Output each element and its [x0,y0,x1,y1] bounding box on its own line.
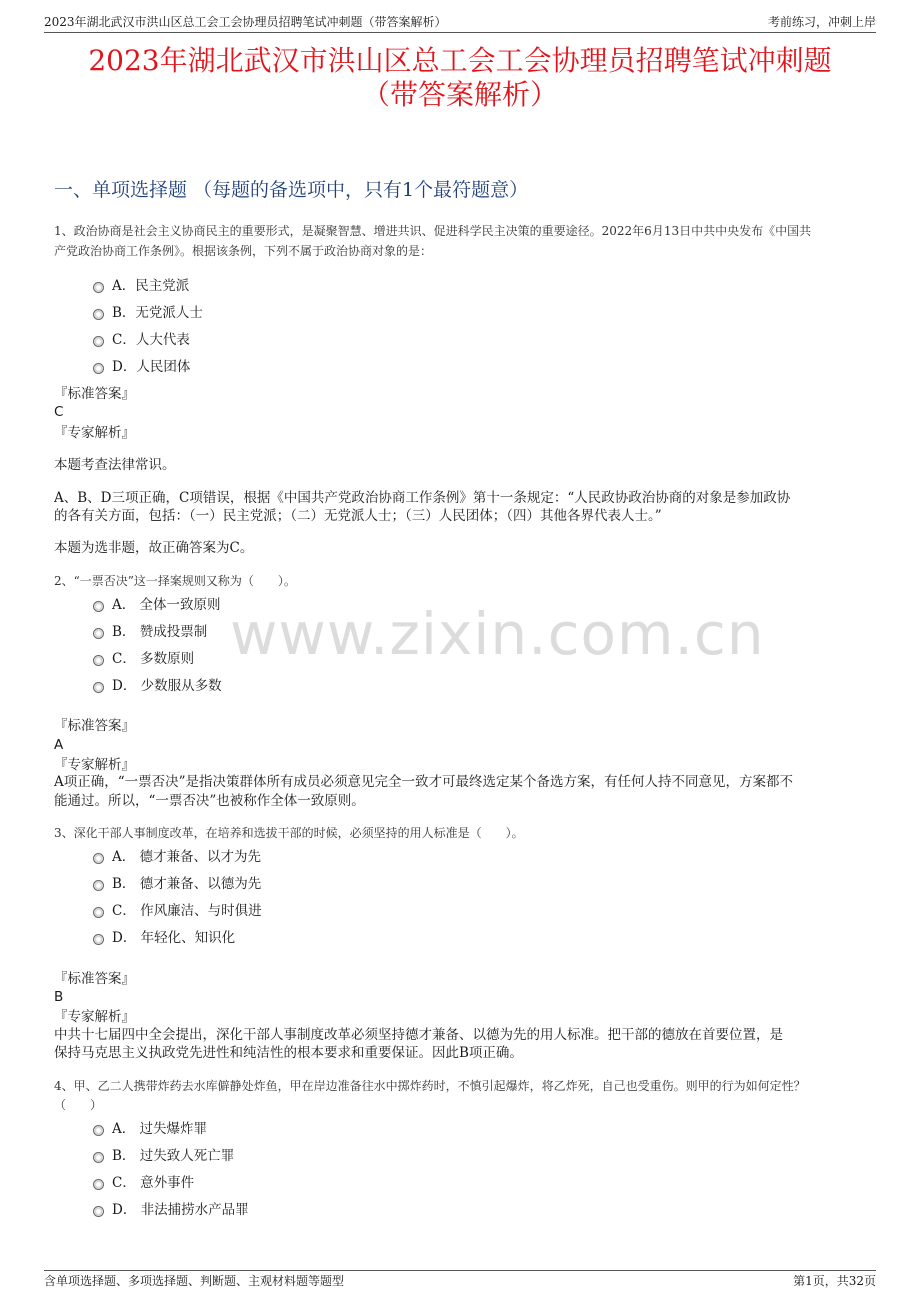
analysis-text: 本题为选非题，故正确答案为C。 [54,540,254,556]
option-a[interactable] [93,276,189,296]
radio-icon[interactable] [93,363,104,374]
radio-icon[interactable] [93,1125,104,1136]
page-number: 第1页，共32页 [793,1274,876,1288]
option-a[interactable] [93,595,221,615]
option-d[interactable] [93,357,190,377]
radio-icon[interactable] [93,880,104,891]
analysis-label: 『专家解析』 [54,425,135,441]
option-label: C． 意外事件 [112,1175,195,1191]
option-label: D． 非法捕捞水产品罪 [112,1202,249,1218]
analysis-text: 本题考查法律常识。 [54,457,176,473]
option-label: C．人大代表 [112,332,190,348]
question-stem-line: （ ） [54,1098,103,1112]
radio-icon[interactable] [93,853,104,864]
document-title-line-2: （带答案解析） [361,78,558,111]
radio-icon[interactable] [93,934,104,945]
option-label: C． 作风廉洁、与时俱进 [112,903,262,919]
option-label: A． 过失爆炸罪 [112,1121,208,1137]
option-label: C． 多数原则 [112,651,195,667]
running-footer [44,1270,876,1289]
option-label: B．无党派人士 [112,305,203,321]
option-c[interactable] [93,901,262,921]
question-stem-line: 1、政治协商是社会主义协商民主的重要形式，是凝聚智慧、增进共识、促进科学民主决策的重要途径。2022年6月13日中共中央发布《中国共 [54,224,812,238]
option-label: B． 赞成投票制 [112,624,208,640]
answer-value: B [54,989,64,1005]
option-b[interactable] [93,1146,234,1166]
analysis-text: 能通过。所以，“一票否决”也被称作全体一致原则。 [54,793,365,809]
option-label: A． 德才兼备、以才为先 [112,849,262,865]
watermark: www.zixin.com.cn [230,600,765,668]
radio-icon[interactable] [93,336,104,347]
radio-icon[interactable] [93,682,104,693]
analysis-label: 『专家解析』 [54,1009,135,1025]
option-d[interactable] [93,1200,249,1220]
analysis-text: 的各有关方面，包括：（一）民主党派；（二）无党派人士；（三）人民团体；（四）其他各界代表人士。” [54,508,662,524]
answer-value: A [54,737,64,753]
answer-label: 『标准答案』 [54,718,135,734]
question-stem-line: 2、“一票否决”这一择案规则又称为（ ）。 [54,574,296,588]
radio-icon[interactable] [93,907,104,918]
radio-icon[interactable] [93,1179,104,1190]
question-stem-line: 产党政治协商工作条例》。根据该条例，下列不属于政治协商对象的是： [54,244,433,258]
option-d[interactable] [93,928,235,948]
document-title-line-1: 2023年湖北武汉市洪山区总工会工会协理员招聘笔试冲刺题 [88,44,832,77]
analysis-text: 中共十七届四中全会提出，深化干部人事制度改革必须坚持德才兼备、以德为先的用人标准。把干部的德放在首要位置，是 [54,1027,783,1043]
option-label: B． 德才兼备、以德为先 [112,876,262,892]
running-header [44,12,876,33]
header-slogan: 考前练习，冲刺上岸 [767,15,876,29]
option-label: D． 年轻化、知识化 [112,930,236,946]
option-a[interactable] [93,1119,207,1139]
analysis-text: A、B、D三项正确，C项错误，根据《中国共产党政治协商工作条例》第十一条规定：“人民政协政治协商的对象是参加政协 [54,490,791,506]
radio-icon[interactable] [93,309,104,320]
radio-icon[interactable] [93,1152,104,1163]
option-label: A．民主党派 [112,278,190,294]
radio-icon[interactable] [93,655,104,666]
option-d[interactable] [93,676,222,696]
radio-icon[interactable] [93,1206,104,1217]
radio-icon[interactable] [93,601,104,612]
question-stem-line: 3、深化干部人事制度改革，在培养和选拔干部的时候，必须坚持的用人标准是（ ）。 [54,826,524,840]
analysis-label: 『专家解析』 [54,757,135,773]
option-b[interactable] [93,622,207,642]
option-c[interactable] [93,1173,194,1193]
analysis-text: A项正确，“一票否决”是指决策群体所有成员必须意见完全一致才可最终选定某个备选方案，有任何人持不同意见，方案都不 [54,774,794,790]
radio-icon[interactable] [93,628,104,639]
answer-label: 『标准答案』 [54,971,135,987]
section-heading: 一、单项选择题 （每题的备选项中，只有1个最符题意） [54,179,529,201]
answer-value: C [54,404,64,420]
header-document-title: 2023年湖北武汉市洪山区总工会工会协理员招聘笔试冲刺题（带答案解析） [44,15,447,29]
question-stem-line: 4、甲、乙二人携带炸药去水库僻静处炸鱼，甲在岸边准备往水中掷炸药时，不慎引起爆炸，将乙炸死，自己也受重伤。则甲的行为如何定性？ [54,1079,806,1093]
option-label: D． 少数服从多数 [112,678,222,694]
option-label: D．人民团体 [112,359,191,375]
option-b[interactable] [93,303,203,323]
option-a[interactable] [93,847,261,867]
option-c[interactable] [93,330,190,350]
answer-label: 『标准答案』 [54,386,135,402]
option-label: A． 全体一致原则 [112,597,221,613]
option-b[interactable] [93,874,261,894]
radio-icon[interactable] [93,282,104,293]
footer-question-types: 含单项选择题、多项选择题、判断题、主观材料题等题型 [44,1274,345,1288]
analysis-text: 保持马克思主义执政党先进性和纯洁性的根本要求和重要保证。因此B项正确。 [54,1045,523,1061]
option-label: B． 过失致人死亡罪 [112,1148,235,1164]
option-c[interactable] [93,649,194,669]
